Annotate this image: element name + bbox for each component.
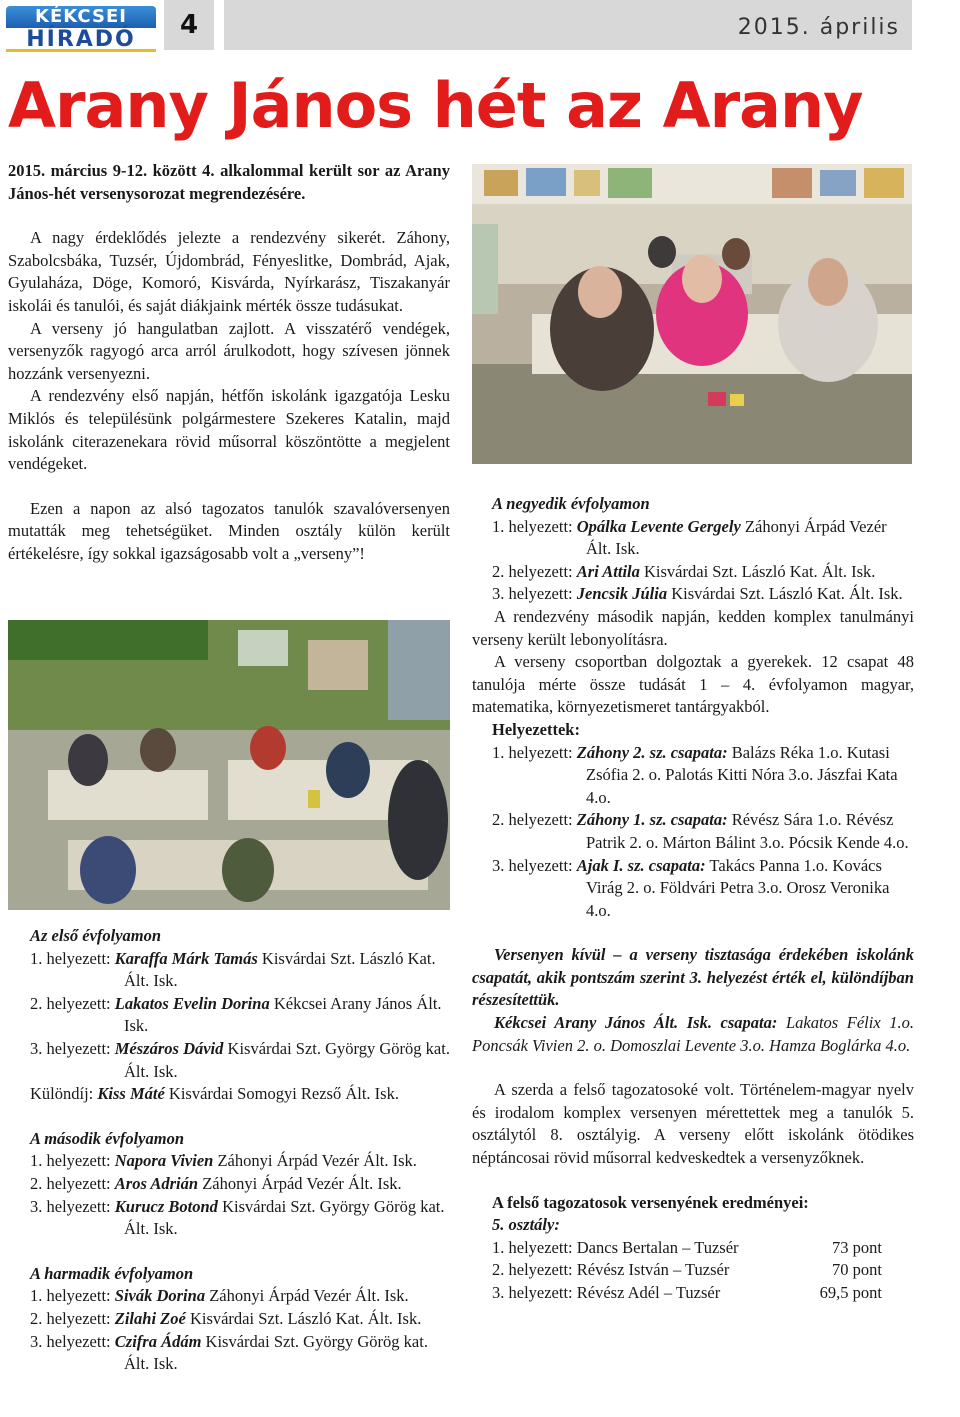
grade2-title: A második évfolyamon <box>30 1128 184 1148</box>
upper-result-3: 3. helyezett: Révész Adél – Tuzsér 69,5 pont <box>492 1283 882 1302</box>
paragraph-atmosphere: A verseny jó hangulatban zajlott. A visszatérő vendégek, versenyzők ragyogó arca arról árulkodott, hogy szívesen jönnek hozzánk versenyezni. <box>8 318 450 383</box>
grade2-result-3: 3. helyezett: Kurucz Botond Kisvárdai Szt. György Görög kat. Ált. Isk. <box>30 1196 445 1239</box>
home-team: Kékcsei Arany János Ált. Isk. csapata: Lakatos Félix 1.o. Poncsák Vivien 2. o. Domoszlai Levente 3.o. Hamza Boglárka 4.o. <box>472 1013 915 1055</box>
class5-title: 5. osztály: <box>492 1215 560 1235</box>
paragraph-participants: A nagy érdeklődés jelezte a rendezvény sikerét. Záhony, Szabolcsbáka, Tuzsér, Újdombrád, Fényeslitke, Dombrád, Ajak, Gyulaháza, Döge, Komoró, Kisvárda, Nyírkarász, Tiszakanyár iskolái és tanulói, és saját diákjaink mérték össze tudásukat. <box>8 228 450 315</box>
paragraph-second-day: A rendezvény második napján, kedden komplex tanulmányi verseny került lebonyolításra. <box>472 606 914 649</box>
issue-date: 2015. április <box>224 0 912 50</box>
grade3-result-2: 2. helyezett: Zilahi Zoé Kisvárdai Szt. László Kat. Ált. Isk. <box>30 1308 422 1328</box>
placings-title: Helyezettek: <box>492 719 580 739</box>
grade3-title: A harmadik évfolyamon <box>30 1263 194 1283</box>
logo-top-text: KÉKCSEI <box>6 6 156 28</box>
grade4-result-2: 2. helyezett: Ari Attila Kisvárdai Szt. László Kat. Ált. Isk. <box>492 561 876 581</box>
lead-paragraph: 2015. március 9-12. között 4. alkalommal került sor az Arany János-hét versenysorozat megrendezésére. <box>8 161 450 203</box>
grade4-result-3: 3. helyezett: Jencsik Júlia Kisvárdai Szt. László Kat. Ált. Isk. <box>492 584 903 604</box>
team-result-1: 1. helyezett: Záhony 2. sz. csapata: Balázs Réka 1.o. Kutasi Zsófia 2. o. Palotás Kitti Nóra 3.o. Jászfai Kata 4.o. <box>492 742 898 807</box>
grade1-result-1: 1. helyezett: Karaffa Márk Tamás Kisvárdai Szt. László Kat. Ált. Isk. <box>30 948 436 991</box>
grade1-title: Az első évfolyamon <box>30 926 162 945</box>
page-header <box>0 0 960 62</box>
grade2-result-2: 2. helyezett: Aros Adrián Záhonyi Árpád Vezér Ált. Isk. <box>30 1173 402 1193</box>
grade3-result-3: 3. helyezett: Czifra Ádám Kisvárdai Szt. György Görög kat. Ált. Isk. <box>30 1331 428 1374</box>
paragraph-recitation: Ezen a napon az alsó tagozatos tanulók szavalóversenyen mutatták meg tehetségüket. Minden osztály külön került értékelésre, így sokkal igazságosabb volt a „verseny”! <box>8 498 450 563</box>
grade1-result-2: 2. helyezett: Lakatos Evelin Dorina Kékcsei Arany János Ált. Isk. <box>30 993 442 1036</box>
upper-results-title: A felső tagozatosok versenyének eredményei: <box>492 1192 809 1212</box>
special-prize-note: Versenyen kívül – a verseny tisztasága érdekében iskolánk csapatát, akik pontszám szerint 3. helyezést érték el, különdíjban részesítettük. <box>472 945 914 1010</box>
grade4-title: A negyedik évfolyamon <box>492 494 650 513</box>
upper-result-1: 1. helyezett: Dancs Bertalan – Tuzsér 73 pont <box>492 1237 882 1257</box>
paragraph-third-day: A szerda a felső tagozatosoké volt. Történelem-magyar nyelv és irodalom komplex versenyen mérettettek meg a tanulók 5. osztálytól 8. osztályig. A verseny előtt iskolánk ötödikes néptáncosai rövid műsorral kedveskedtek a versenyzőknek. <box>472 1080 914 1168</box>
left-column-results <box>30 925 450 1376</box>
upper-result-2: 2. helyezett: Révész István – Tuzsér 70 pont <box>492 1260 882 1280</box>
team-result-3: 3. helyezett: Ajak I. sz. csapata: Takács Panna 1.o. Kovács Virág 2. o. Földvári Petra 3.o. Orosz Veronika 4.o. <box>492 855 890 920</box>
paragraph-opening: A rendezvény első napján, hétfőn iskolánk igazgatója Lesku Miklós és településünk polgármestere Szekeres Katalin, majd iskolánk citerazenekara rövid műsorral köszöntötte a megjelent vendégeket. <box>8 386 450 474</box>
grade2-result-1: 1. helyezett: Napora Vivien Záhonyi Árpád Vezér Ált. Isk. <box>30 1151 417 1171</box>
kekcsei-hirado-logo <box>6 6 156 50</box>
grade3-result-1: 1. helyezett: Sivák Dorina Záhonyi Árpád Vezér Ált. Isk. <box>30 1286 409 1306</box>
grade1-result-3: 3. helyezett: Mészáros Dávid Kisvárdai Szt. György Görög kat. Ált. Isk. <box>30 1038 450 1081</box>
left-column-top <box>8 160 450 566</box>
classroom-photo-1 <box>472 164 912 464</box>
team-result-2: 2. helyezett: Záhony 1. sz. csapata: Révész Sára 1.o. Révész Patrik 2. o. Márton Bálint 3.o. Pócsik Kende 4.o. <box>492 810 909 852</box>
classroom-photo-2 <box>8 620 450 910</box>
page-number: 4 <box>164 0 214 50</box>
paragraph-teams: A verseny csoportban dolgoztak a gyerekek. 12 csapat 48 tanulója mérte össze tudását 1 – 4. évfolyamon magyar, matematika, környezetismeret tantárgyakból. <box>472 652 914 717</box>
grade1-special-prize: Különdíj: Kiss Máté Kisvárdai Somogyi Rezső Ált. Isk. <box>30 1084 399 1104</box>
grade4-result-1: 1. helyezett: Opálka Levente Gergely Záhonyi Árpád Vezér Ált. Isk. <box>492 516 887 559</box>
right-column <box>472 493 914 1305</box>
headline: Arany János hét az Arany <box>8 69 863 142</box>
logo-bottom-text: HÍRADÓ <box>6 28 156 52</box>
